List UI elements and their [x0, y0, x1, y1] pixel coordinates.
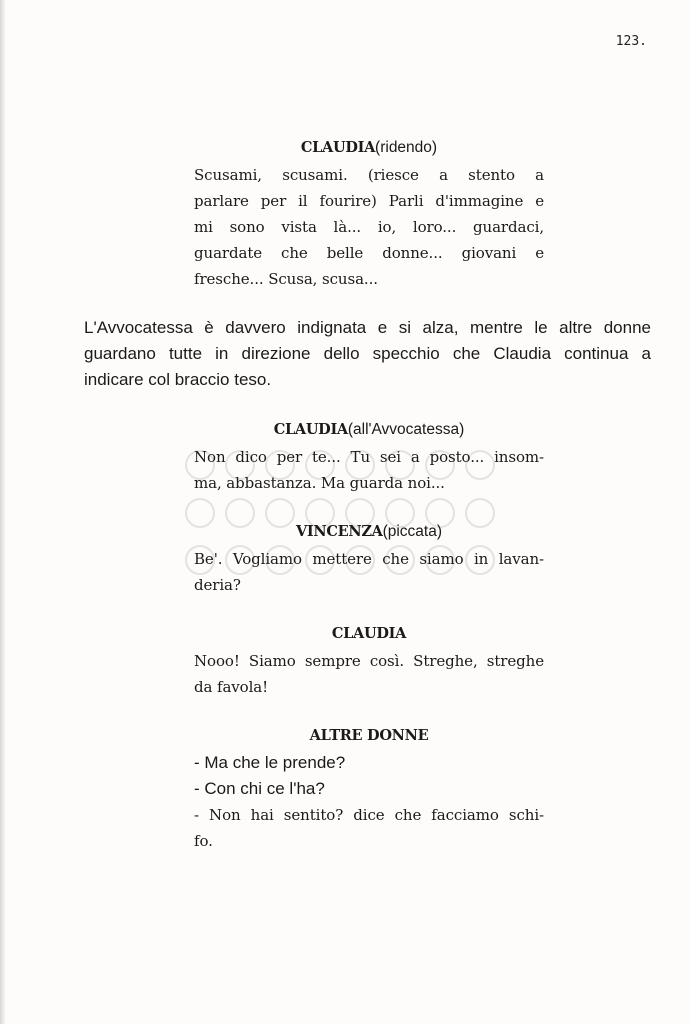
stage-line: L'Avvocatessa è davvero indignata e si alza, mentre le altre donne: [84, 318, 651, 337]
dialogue-line: fo.: [194, 832, 213, 850]
speaker-name: CLAUDIA: [273, 421, 348, 438]
dialogue-block: [194, 138, 544, 292]
speaker-name: VINCENZA: [295, 523, 383, 540]
dialogue-line: - Con chi ce l'ha?: [194, 779, 325, 798]
stage-direction-paragraph: [84, 315, 651, 393]
page-number: 123.: [615, 34, 647, 49]
speaker-heading: [194, 624, 544, 644]
dialogue-line: Nooo! Siamo sempre così. Streghe, streghe: [194, 652, 544, 670]
dialogue-line: mi sono vista là... io, loro... guardaci,: [194, 218, 544, 236]
speaker-name: ALTRE DONNE: [309, 727, 429, 744]
dialogue-block: [194, 726, 544, 854]
speaker-heading: [194, 420, 544, 440]
dialogue-block: [194, 522, 544, 598]
dialogue-line: guardate che belle donne... giovani e: [194, 244, 544, 262]
stage-line: indicare col braccio teso.: [84, 370, 272, 389]
stage-line: guardano tutte in direzione dello specchio che Claudia continua a: [84, 344, 651, 363]
dialogue-line: da favola!: [194, 678, 269, 696]
speaker-heading: [194, 522, 544, 542]
dialogue-line: deria?: [194, 576, 241, 594]
dialogue-line: - Non hai sentito? dice che facciamo schi-: [194, 806, 544, 824]
dialogue-line: fresche... Scusa, scusa...: [194, 270, 378, 288]
dialogue-line: Scusami, scusami. (riesce a stento a: [194, 166, 544, 184]
stage-direction: (ridendo): [375, 139, 438, 156]
dialogue-block: [194, 624, 544, 700]
speaker-name: CLAUDIA: [331, 625, 407, 642]
speaker-heading: [194, 138, 544, 158]
dialogue-line: parlare per il fourire) Parli d'immagine e: [194, 192, 544, 210]
speaker-heading: [194, 726, 544, 746]
dialogue-line: Non dico per te... Tu sei a posto... insom-: [194, 448, 544, 466]
speaker-name: CLAUDIA: [300, 139, 376, 156]
dialogue-line: ma, abbastanza. Ma guarda noi...: [194, 474, 445, 492]
stage-direction: (all'Avvocatessa): [347, 421, 465, 438]
page-spine-shadow: [0, 0, 6, 1024]
stage-direction: (piccata): [382, 523, 442, 540]
dialogue-line: Be'. Vogliamo mettere che siamo in lavan-: [194, 550, 544, 568]
dialogue-block: [194, 420, 544, 496]
dialogue-line: - Ma che le prende?: [194, 753, 346, 772]
